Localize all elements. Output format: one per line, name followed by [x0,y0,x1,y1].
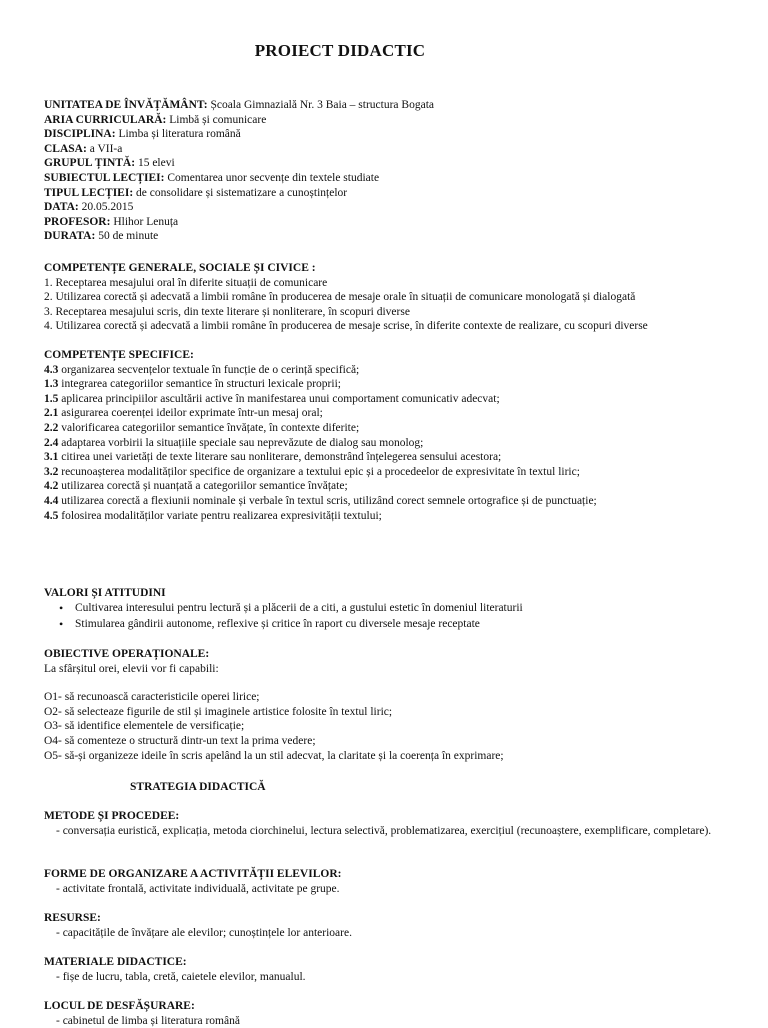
valori-section [44,586,734,634]
list-item: 2.2 valorificarea categoriilor semantice învățate, în contexte diferite; [44,421,360,434]
metode-text: - conversația euristică, explicația, metoda ciorchinelui, lectura selectivă, problematizarea, exercițiul (recunoaștere, exemplificare, completare). [56,824,712,837]
list-item: O2- să selecteaze figurile de stil și imaginele artistice folosite în textul liric; [44,705,393,718]
list-item: 4.2 utilizarea corectă și nuanțată a categoriilor semantice învățate; [44,480,348,493]
list-item: 1.5 aplicarea principiilor ascultării active în manifestarea unui comportament comunicativ adecvat; [44,392,500,405]
info-row-durata: DURATA: 50 de minute [44,230,159,243]
list-item: 4. Utilizarea corectă și adecvată a limbii române în producerea de mesaje scrise, în diferite contexte de realizare, cu scopuri diverse [44,320,648,333]
spacer [44,676,734,690]
bullet-item: • Stimularea gândirii autonome, reflexive și critice în raport cu diversele mesaje receptate [55,617,734,632]
section-heading: FORME DE ORGANIZARE A ACTIVITĂȚII ELEVILOR: [44,868,342,880]
list-item: 2.1 asigurarea coerenței ideilor exprimate într-un mesaj oral; [44,407,323,420]
list-item: O4- să comenteze o structură dintr-un text la prima vedere; [44,734,316,747]
forme-text: - activitate frontală, activitate individuală, activitate pe grupe. [56,882,340,895]
forme-section [44,867,734,896]
info-row-profesor: PROFESOR: Hlihor Lenuța [44,215,179,228]
list-item: O5- să-și organizeze ideile în scris apelând la un stil adecvat, la claritate și la coerența în exprimare; [44,749,504,762]
info-row-tip: TIPUL LECȚIEI: de consolidare și sistematizare a cunoștințelor [44,186,348,199]
resurse-section [44,911,734,940]
info-row-grup: GRUPUL ȚINTĂ: 15 elevi [44,157,175,170]
list-item: 3. Receptarea mesajului scris, din texte literare și nonliterare, în scopuri diverse [44,305,410,318]
resurse-text: - capacitățile de învățare ale elevilor; cunoștințele lor anterioare. [56,926,352,939]
bullet-item: • Cultivarea interesului pentru lectură și a plăcerii de a citi, a gustului estetic în domeniul literaturii [55,601,734,616]
section-heading: LOCUL DE DESFĂȘURARE: [44,1000,195,1012]
competente-generale-section [44,261,734,334]
locul-text: - cabinetul de limba și literatura română [56,1014,240,1027]
list-item: O1- să recunoască caracteristicile operei lirice; [44,691,260,704]
list-item: 1. Receptarea mesajului oral în diferite situații de comunicare [44,276,328,289]
section-heading: MATERIALE DIDACTICE: [44,956,187,968]
list-item: 2.4 adaptarea vorbirii la situațiile speciale sau neprevăzute de dialog sau monolog; [44,436,424,449]
section-heading: VALORI ȘI ATITUDINI [44,587,166,599]
list-item: 3.1 citirea unei varietăți de texte literare sau nonliterare, demonstrând înțelegerea sensului acestora; [44,451,502,464]
list-item: 4.4 utilizarea corectă a flexiunii nominale și verbale în textul scris, utilizând corect semnele ortografice și de punctuație; [44,494,597,507]
section-heading: COMPETENȚE GENERALE, SOCIALE ȘI CIVICE : [44,262,316,274]
section-heading: METODE ȘI PROCEDEE: [44,810,180,822]
metode-section [44,809,734,838]
info-block [44,98,734,244]
materiale-text: - fișe de lucru, tabla, cretă, caietele elevilor, manualul. [56,970,306,983]
document-title: PROIECT DIDACTIC [254,41,426,60]
list-item: O3- să identifice elementele de versificație; [44,720,245,733]
section-heading: COMPETENȚE SPECIFICE: [44,349,194,361]
materiale-section [44,955,734,984]
list-item: 3.2 recunoașterea modalităților specifice de organizare a textului epic și a procedeelor de expresivitate în textul liric; [44,465,580,478]
list-item: 1.3 integrarea categoriilor semantice în structuri lexicale proprii; [44,378,341,391]
info-row-disciplina: DISCIPLINA: Limba și literatura română [44,128,241,141]
info-row-clasa: CLASA: a VII-a [44,142,123,155]
info-row-subiect: SUBIECTUL LECȚIEI: Comentarea unor secvențe din textele studiate [44,171,380,184]
obiective-intro: La sfârșitul orei, elevii vor fi capabili: [44,662,219,675]
list-item: 4.3 organizarea secvențelor textuale în funcție de o cerință specifică; [44,363,360,376]
section-heading: RESURSE: [44,912,101,924]
list-item: 4.5 folosirea modalităților variate pentru realizarea expresivității textului; [44,509,382,522]
info-row-school: UNITATEA DE ÎNVĂȚĂMÂNT: Școala Gimnazială Nr. 3 Baia – structura Bogata [44,99,434,111]
strategia-heading: STRATEGIA DIDACTICĂ [130,781,266,793]
obiective-section [44,647,734,763]
section-heading: OBIECTIVE OPERAȚIONALE: [44,648,210,660]
competente-specifice-section [44,348,734,523]
info-row-aria: ARIA CURRICULARĂ: Limbă și comunicare [44,113,267,126]
list-item: 2. Utilizarea corectă și adecvată a limbii române în producerea de mesaje orale în situații de comunicare monologată și dialogată [44,291,636,304]
info-row-data: DATA: 20.05.2015 [44,201,134,214]
